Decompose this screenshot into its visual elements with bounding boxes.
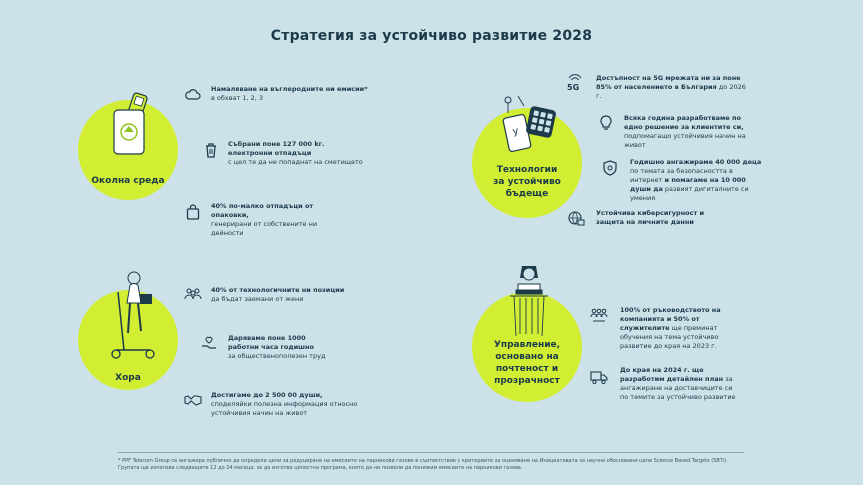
tech-item-3-bold-2: и помагаме на 10 000 души да <box>630 176 746 193</box>
tech-item-1 <box>596 74 751 101</box>
tech-item-2-rest: подпомагащо устойчивия начин на живот <box>624 132 746 149</box>
devices-illustration <box>498 90 568 160</box>
5g-icon <box>566 73 584 91</box>
people-item-2-bold: Даряваме поне 1000 работни часа годишно <box>228 334 314 351</box>
technology-label-line-2: за устойчиво <box>493 177 561 187</box>
woman-on-scooter-illustration <box>104 268 164 364</box>
tech-item-3-rest: по темата за безопасността в интернет <box>630 167 733 184</box>
tech-item-3-bold: Годишно ангажираме 40 000 деца <box>630 158 762 166</box>
people-label: Хора <box>115 373 141 383</box>
governance-label-line-1: Управление, <box>493 340 561 350</box>
technology-label <box>472 164 582 200</box>
tech-item-2-bold: Всяка година разработваме по едно решение за клиентите си, <box>624 114 744 131</box>
gov-item-1 <box>620 306 740 351</box>
woman-at-laptop-illustration <box>506 262 552 340</box>
people-item-1 <box>211 286 356 304</box>
governance-label <box>472 339 582 387</box>
tech-item-3-rest-2: развият дигиталните си умения <box>630 185 749 202</box>
tech-item-1-rest: до 2026 г. <box>596 83 746 100</box>
tech-item-1-bold: Достъпност на 5G мрежата ни за поне 85% от населението в България <box>596 74 741 91</box>
footnote-divider <box>118 452 744 453</box>
people-icon <box>184 285 202 303</box>
globe-lock-icon <box>567 209 585 227</box>
lightbulb-icon <box>597 114 615 132</box>
footnote: * PPF Telecom Group се ангажира публично да определи цели за редуциране на емисиите на парникови газове в съответствие с критериите за оценяване на Инициативата за научно обосновани цели Science Based Targets (SBTi). Групата ще използва следващите 12 до 24 месеца, за да изготви цялостна програма, която да ни позволи да понижим емисиите на парникови газове. <box>118 458 728 471</box>
people-item-3-rest: споделяйки полезна информация относно устойчивия начин на живот <box>211 400 358 417</box>
env-item-3-bold: 40% по-малко отпадъци от опаковки, <box>211 202 314 219</box>
governance-label-line-3: почтеност и <box>495 364 559 374</box>
tech-item-4-bold: Устойчива киберсигурност и защита на личните данни <box>596 209 705 226</box>
env-item-2 <box>228 140 368 167</box>
handshake-icon <box>184 391 202 409</box>
truck-icon <box>590 368 608 386</box>
cloud-icon <box>184 86 202 104</box>
environment-label: Околна среда <box>91 176 165 186</box>
technology-label-line-1: Технологии <box>496 165 558 175</box>
env-item-1 <box>211 85 381 103</box>
people-item-2 <box>228 334 333 361</box>
gov-item-2 <box>620 366 740 402</box>
governance-label-line-2: основано на <box>495 352 559 362</box>
people-item-2-rest: за общественополезен труд <box>228 352 326 360</box>
gov-item-1-bold: 100% от ръководството на компанията и 50% от служителите <box>620 306 721 332</box>
gov-item-2-rest: за ангажиране на доставчиците си по темите за устойчиво развитие <box>620 375 736 401</box>
trash-bin-icon <box>202 141 220 159</box>
env-item-1-bold: Намаляване на въглеродните ни емисии* <box>211 85 368 93</box>
tech-item-4 <box>596 209 731 227</box>
env-item-3-rest: генерирани от собствените ни дейности <box>211 220 318 237</box>
svg-text:y: y <box>511 125 520 138</box>
env-item-1-rest: в обхват 1, 2, 3 <box>211 94 264 102</box>
env-item-2-bold: Събрани поне 127 000 kг. електронни отпадъци <box>228 140 325 157</box>
team-icon <box>590 306 608 324</box>
governance-label-line-4: прозрачност <box>494 376 560 386</box>
shopping-bag-icon <box>184 203 202 221</box>
page-title: Стратегия за устойчиво развитие 2028 <box>270 28 593 44</box>
gov-item-2-bold: До края на 2024 г. ще разработим детайлен план <box>620 366 724 383</box>
heart-hand-icon <box>200 334 218 352</box>
tech-item-3 <box>630 158 765 203</box>
tech-item-2 <box>624 114 749 150</box>
shield-gear-icon <box>601 159 619 177</box>
people-item-1-rest: да бъдат заемани от жени <box>211 295 304 303</box>
gov-item-1-rest: ще преминат обучения на тема устойчиво развитие до края на 2023 г. <box>620 324 719 350</box>
phone-recycle-illustration <box>110 88 160 160</box>
svg-text:5G: 5G <box>567 83 580 91</box>
people-item-1-bold: 40% от технологичните ни позиции <box>211 286 345 294</box>
technology-label-line-3: бъдеще <box>505 189 549 199</box>
env-item-3 <box>211 202 336 238</box>
people-item-3-bold: Достигаме до 2 500 00 души, <box>211 391 323 399</box>
people-item-3 <box>211 391 371 418</box>
env-item-2-rest: с цел те да не попаднат на сметището <box>228 158 363 166</box>
